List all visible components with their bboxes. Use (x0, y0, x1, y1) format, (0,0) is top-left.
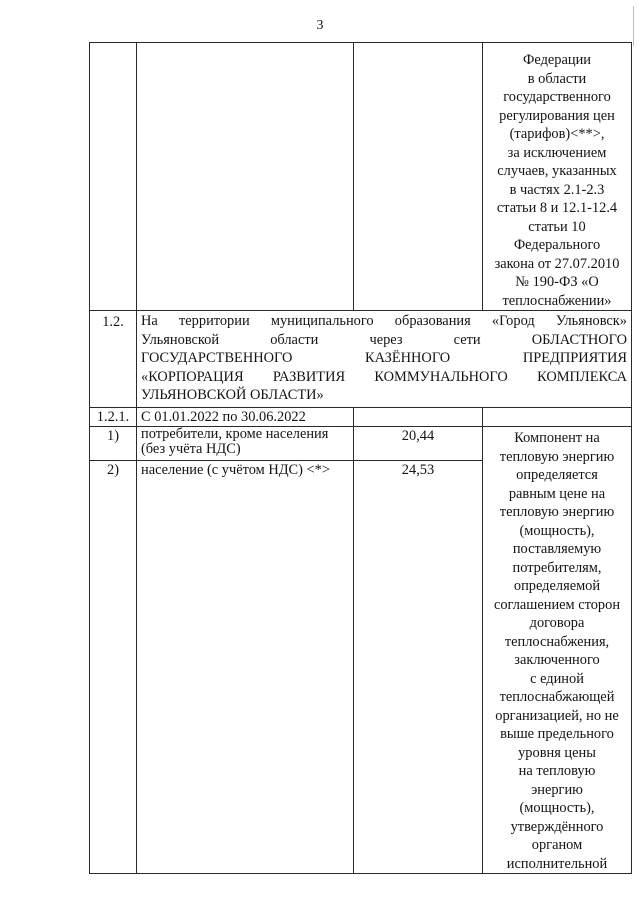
note-line: поставляемую (512, 541, 602, 557)
note-line: теплоснабжении» (502, 292, 612, 309)
cell-note-continuation (483, 43, 632, 311)
note-line: исполнительной (506, 855, 608, 872)
note-line: утверждённого (510, 818, 604, 835)
note-line: статьи 10 (528, 218, 586, 235)
note-line: государственного (503, 89, 611, 105)
consumer-label: население (с учётом НДС) <*> (137, 461, 354, 874)
tariff-value: 24,53 (354, 461, 483, 874)
note-line: теплоснабжения, (504, 633, 610, 650)
note-line: в частях 2.1-2.3 (509, 181, 605, 198)
cell-value-empty (354, 43, 483, 311)
note-line: выше предельного (500, 726, 614, 742)
heading-line: «КОРПОРАЦИЯ РАЗВИТИЯ КОММУНАЛЬНОГО КОМПЛЕКСА (141, 368, 627, 385)
note-line: случаев, указанных (497, 163, 617, 179)
note-line: организацией, но не (495, 707, 619, 724)
row-number: 2) (90, 461, 137, 874)
note-line: (мощность), (519, 522, 595, 539)
note-line: тепловую энергию (499, 504, 615, 520)
component-note (483, 427, 632, 874)
heading-line: Ульяновской области через сети ОБЛАСТНОГО (141, 331, 627, 348)
row-number: 1) (90, 427, 137, 461)
heading-line: ГОСУДАРСТВЕННОГО КАЗЁННОГО ПРЕДПРИЯТИЯ (141, 350, 627, 366)
note-line: (мощность), (519, 800, 595, 816)
table-row-section-1-2-1 (90, 407, 632, 427)
cell-number-empty (90, 43, 137, 311)
tariff-value: 20,44 (354, 427, 483, 461)
note-line: органом (531, 837, 583, 853)
note-line: на тепловую (518, 763, 596, 779)
table-row-continuation (90, 43, 632, 311)
subsection-period: С 01.01.2022 по 30.06.2022 (137, 407, 354, 427)
note-line: энергию (531, 781, 583, 798)
table-row (90, 427, 632, 461)
section-number: 1.2. (90, 311, 137, 408)
note-line: № 190-ФЗ «О (515, 274, 599, 290)
note-line: Федерации (523, 52, 591, 68)
table-row-section-1-2 (90, 311, 632, 408)
heading-line: На территории муниципального образования «Город Ульяновск» (141, 313, 627, 329)
note-line: тепловую энергию (499, 448, 615, 465)
cell-empty (483, 407, 632, 427)
consumer-label: потребители, кроме населения (без учёта НДС) (137, 427, 354, 461)
note-line: Компонент на (514, 430, 600, 446)
section-heading (137, 311, 632, 408)
page-number: 3 (316, 18, 324, 33)
note-line: договора (529, 615, 585, 631)
note-line: закона от 27.07.2010 (494, 255, 620, 272)
note-line: равным цене на (508, 485, 606, 502)
note-line: определяется (516, 467, 598, 483)
note-line: потребителям, (512, 559, 602, 576)
note-line: соглашением сторон (493, 596, 621, 613)
note-line: определяемой (513, 578, 601, 594)
note-line: (тарифов)<**>, (509, 126, 605, 142)
note-line: регулирования цен (499, 107, 615, 124)
cell-consumer-empty (137, 43, 354, 311)
note-line: Федерального (513, 237, 601, 253)
note-line: в области (527, 70, 587, 87)
tariff-table (89, 42, 632, 874)
note-line: с единой (530, 670, 584, 687)
note-line: статьи 8 и 12.1-12.4 (496, 200, 618, 216)
note-line: уровня цены (518, 744, 596, 761)
subsection-number: 1.2.1. (90, 407, 137, 427)
note-line: теплоснабжающей (499, 689, 615, 705)
note-line: за исключением (507, 144, 607, 161)
heading-line: УЛЬЯНОВСКОЙ ОБЛАСТИ» (141, 387, 324, 403)
cell-empty (354, 407, 483, 427)
note-line: заключенного (514, 652, 600, 668)
